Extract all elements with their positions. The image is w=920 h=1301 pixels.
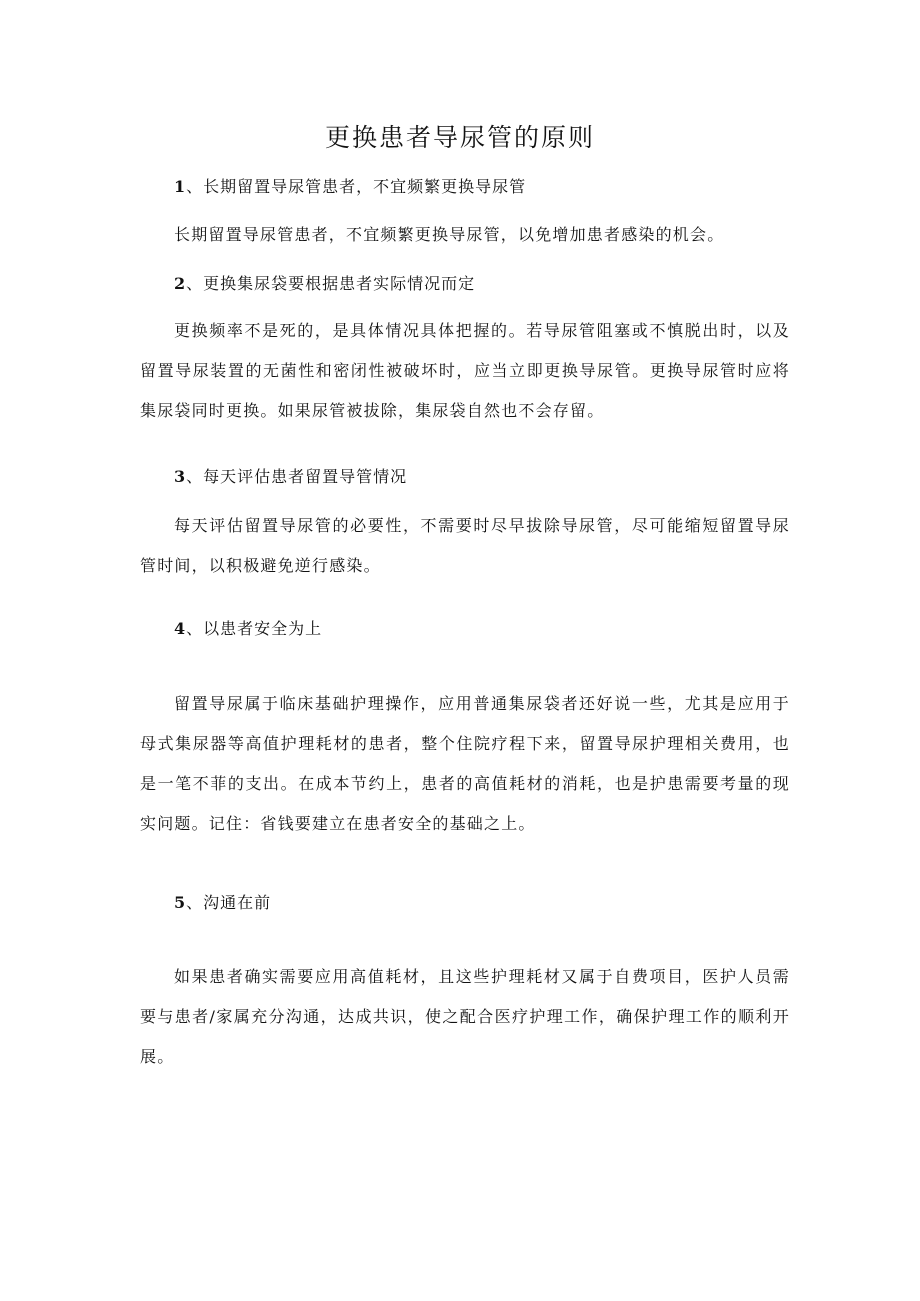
section-body-4: 留置导尿属于临床基础护理操作，应用普通集尿袋者还好说一些，尤其是应用于母式集尿器等高值护理耗材的患者，整个住院疗程下来，留置导尿护理相关费用，也是一笔不菲的支出。在成本节约上，患者的高值耗材的消耗，也是护患需要考量的现实问题。记住：省钱要建立在患者安全的基础之上。 [140, 694, 790, 833]
section-body-1: 长期留置导尿管患者，不宜频繁更换导尿管，以免增加患者感染的机会。 [174, 225, 725, 244]
section-heading-text: 、长期留置导尿管患者，不宜频繁更换导尿管 [186, 177, 527, 196]
section-number: 5 [174, 893, 187, 912]
section-heading-1 [174, 175, 526, 199]
section-heading-text: 、沟通在前 [186, 893, 272, 912]
section-number: 3 [174, 467, 187, 486]
document-title: 更换患者导尿管的原则 [324, 123, 595, 152]
section-number: 4 [174, 619, 187, 638]
section-heading-4 [174, 617, 322, 641]
section-body-3: 每天评估留置导尿管的必要性，不需要时尽早拔除导尿管，尽可能缩短留置导尿管时间，以积极避免逆行感染。 [140, 516, 790, 575]
section-number: 2 [174, 274, 187, 293]
section-body-2: 更换频率不是死的，是具体情况具体把握的。若导尿管阻塞或不慎脱出时，以及留置导尿装置的无菌性和密闭性被破坏时，应当立即更换导尿管。更换导尿管时应将集尿袋同时更换。如果尿管被拔除，集尿袋自然也不会存留。 [140, 321, 790, 420]
section-heading-2 [174, 272, 475, 296]
section-heading-text: 、每天评估患者留置导管情况 [186, 467, 408, 486]
section-heading-5 [174, 891, 271, 915]
section-heading-text: 、以患者安全为上 [186, 619, 323, 638]
section-number: 1 [174, 177, 187, 196]
section-heading-3 [174, 465, 407, 489]
section-heading-text: 、更换集尿袋要根据患者实际情况而定 [186, 274, 476, 293]
section-body-5: 如果患者确实需要应用高值耗材，且这些护理耗材又属于自费项目，医护人员需要与患者/家属充分沟通，达成共识，使之配合医疗护理工作，确保护理工作的顺利开展。 [140, 967, 790, 1066]
